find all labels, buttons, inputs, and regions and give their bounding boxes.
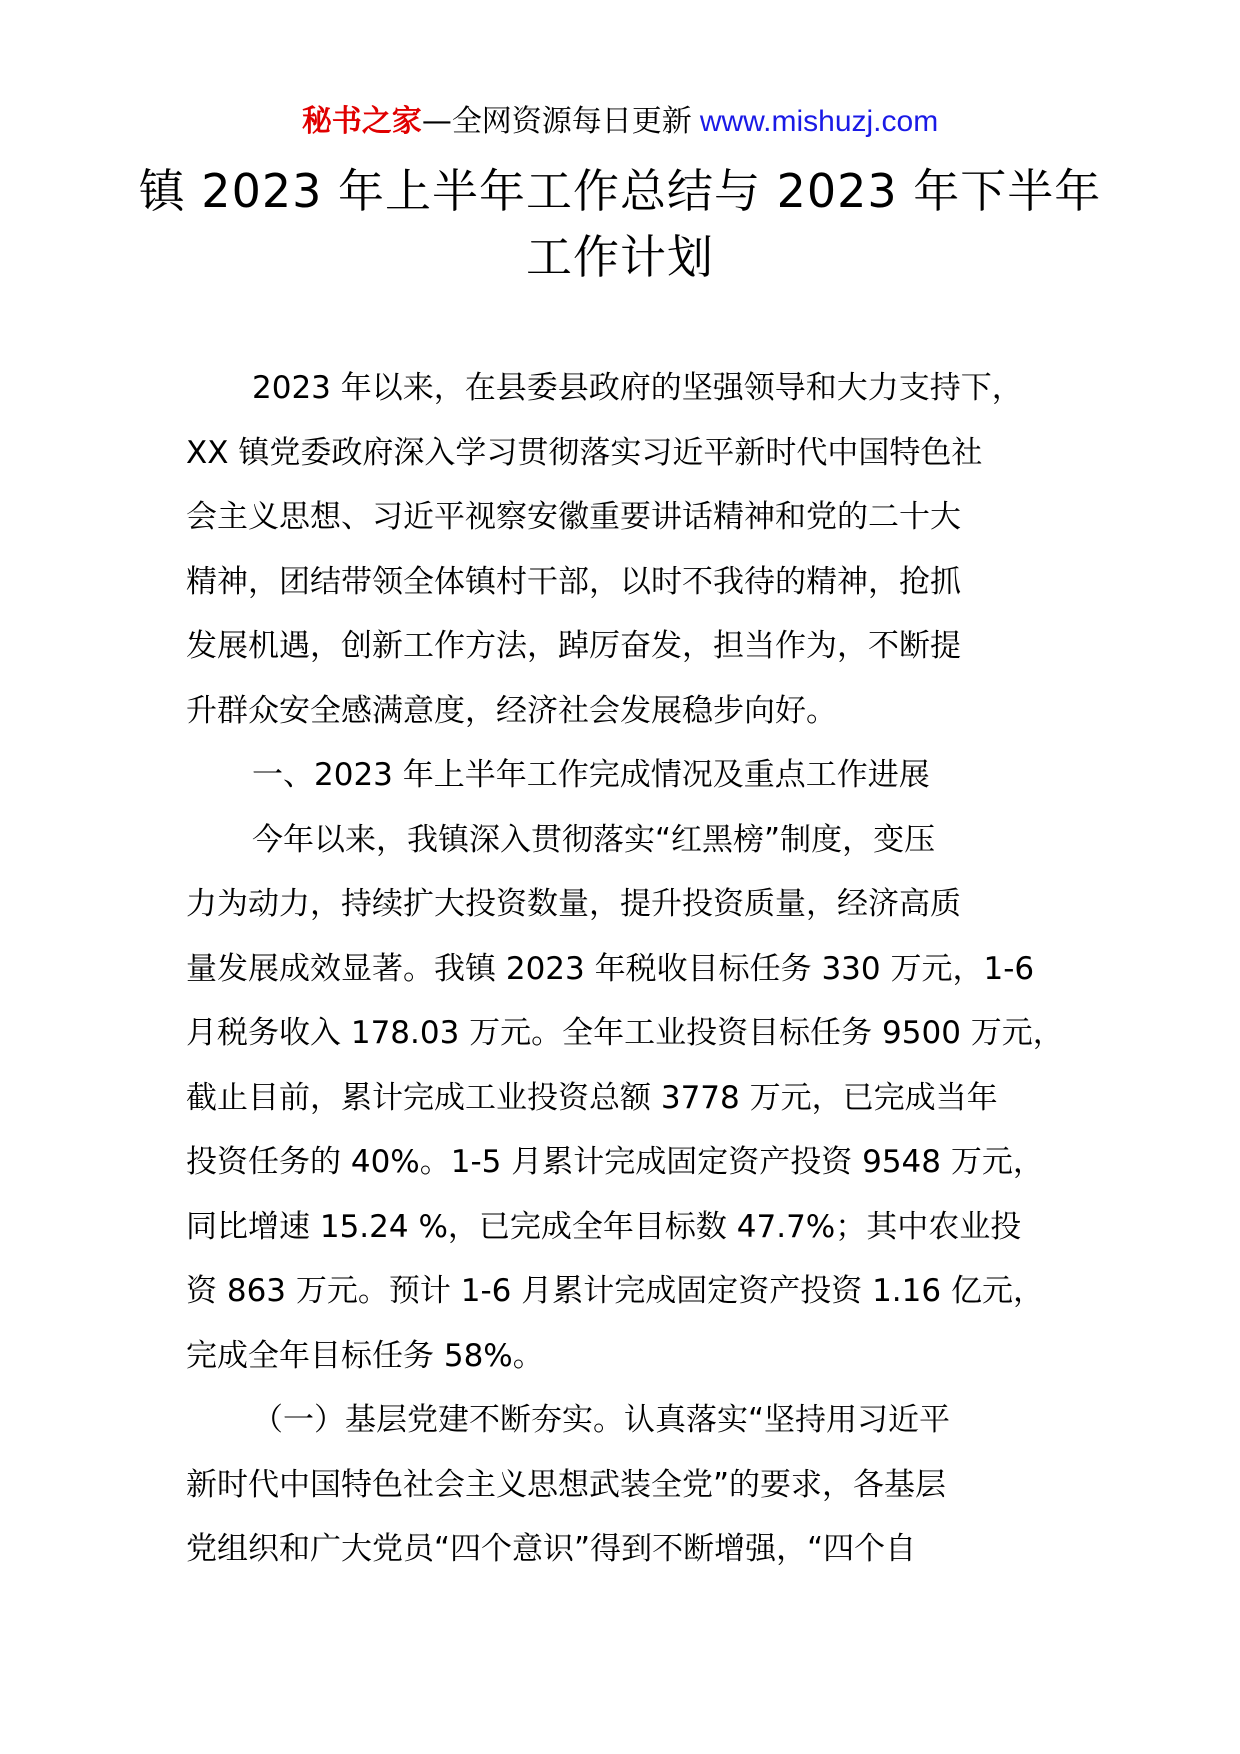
text-line: 升群众安全感满意度，经济社会发展稳步向好。 (186, 692, 837, 729)
text-line: 发展机遇，创新工作方法，踔厉奋发，担当作为，不断提 (186, 628, 961, 664)
text-line: 新时代中国特色社会主义思想武装全党”的要求，各基层 (186, 1466, 947, 1503)
header-slogan: —全网资源每日更新 (421, 104, 692, 139)
text-line: 同比增速 15.24 %，已完成全年目标数 47.7%；其中农业投 (186, 1208, 1022, 1245)
paragraph-progress (186, 808, 1066, 1389)
title-line-2: 工作计划 (526, 230, 714, 284)
text-line: 月税务收入 178.03 万元。全年工业投资目标任务 9500 万元， (186, 1015, 1064, 1051)
brand-name: 秘书之家 (301, 104, 422, 139)
heading-line: 一、2023 年上半年工作完成情况及重点工作进展 (252, 757, 930, 793)
text-line: 会主义思想、习近平视察安徽重要讲话精神和党的二十大 (186, 499, 961, 535)
text-line: 截止目前，累计完成工业投资总额 3778 万元，已完成当年 (186, 1079, 998, 1116)
section-heading-1 (186, 743, 1066, 808)
text-line: XX 镇党委政府深入学习贯彻落实习近平新时代中国特色社 (186, 434, 983, 471)
text-line: （一）基层党建不断夯实。认真落实“坚持用习近平 (252, 1402, 951, 1438)
document-body (186, 356, 1066, 1582)
text-line: 力为动力，持续扩大投资数量，提升投资质量，经济高质 (186, 886, 961, 922)
text-line: 量发展成效显著。我镇 2023 年税收目标任务 330 万元，1-6 (186, 950, 1035, 987)
text-line: 2023 年以来，在县委县政府的坚强领导和大力支持下， (252, 370, 1023, 406)
text-line: 精神，团结带领全体镇村干部，以时不我待的精神，抢抓 (186, 563, 961, 600)
document-title (0, 158, 1240, 290)
text-line: 投资任务的 40%。1-5 月累计完成固定资产投资 9548 万元， (186, 1144, 1044, 1180)
text-line: 完成全年目标任务 58%。 (186, 1337, 544, 1374)
text-line: 资 863 万元。预计 1-6 月累计完成固定资产投资 1.16 亿元， (186, 1273, 1044, 1309)
page-header (0, 102, 1240, 142)
paragraph-party-building (186, 1388, 1066, 1582)
paragraph-intro (186, 356, 1066, 743)
website-link[interactable]: www.mishuzj.com (699, 105, 939, 138)
title-line-1: 镇 2023 年上半年工作总结与 2023 年下半年 (138, 164, 1102, 218)
text-line: 党组织和广大党员“四个意识”得到不断增强，“四个自 (186, 1531, 917, 1567)
text-line: 今年以来，我镇深入贯彻落实“红黑榜”制度，变压 (252, 821, 936, 858)
